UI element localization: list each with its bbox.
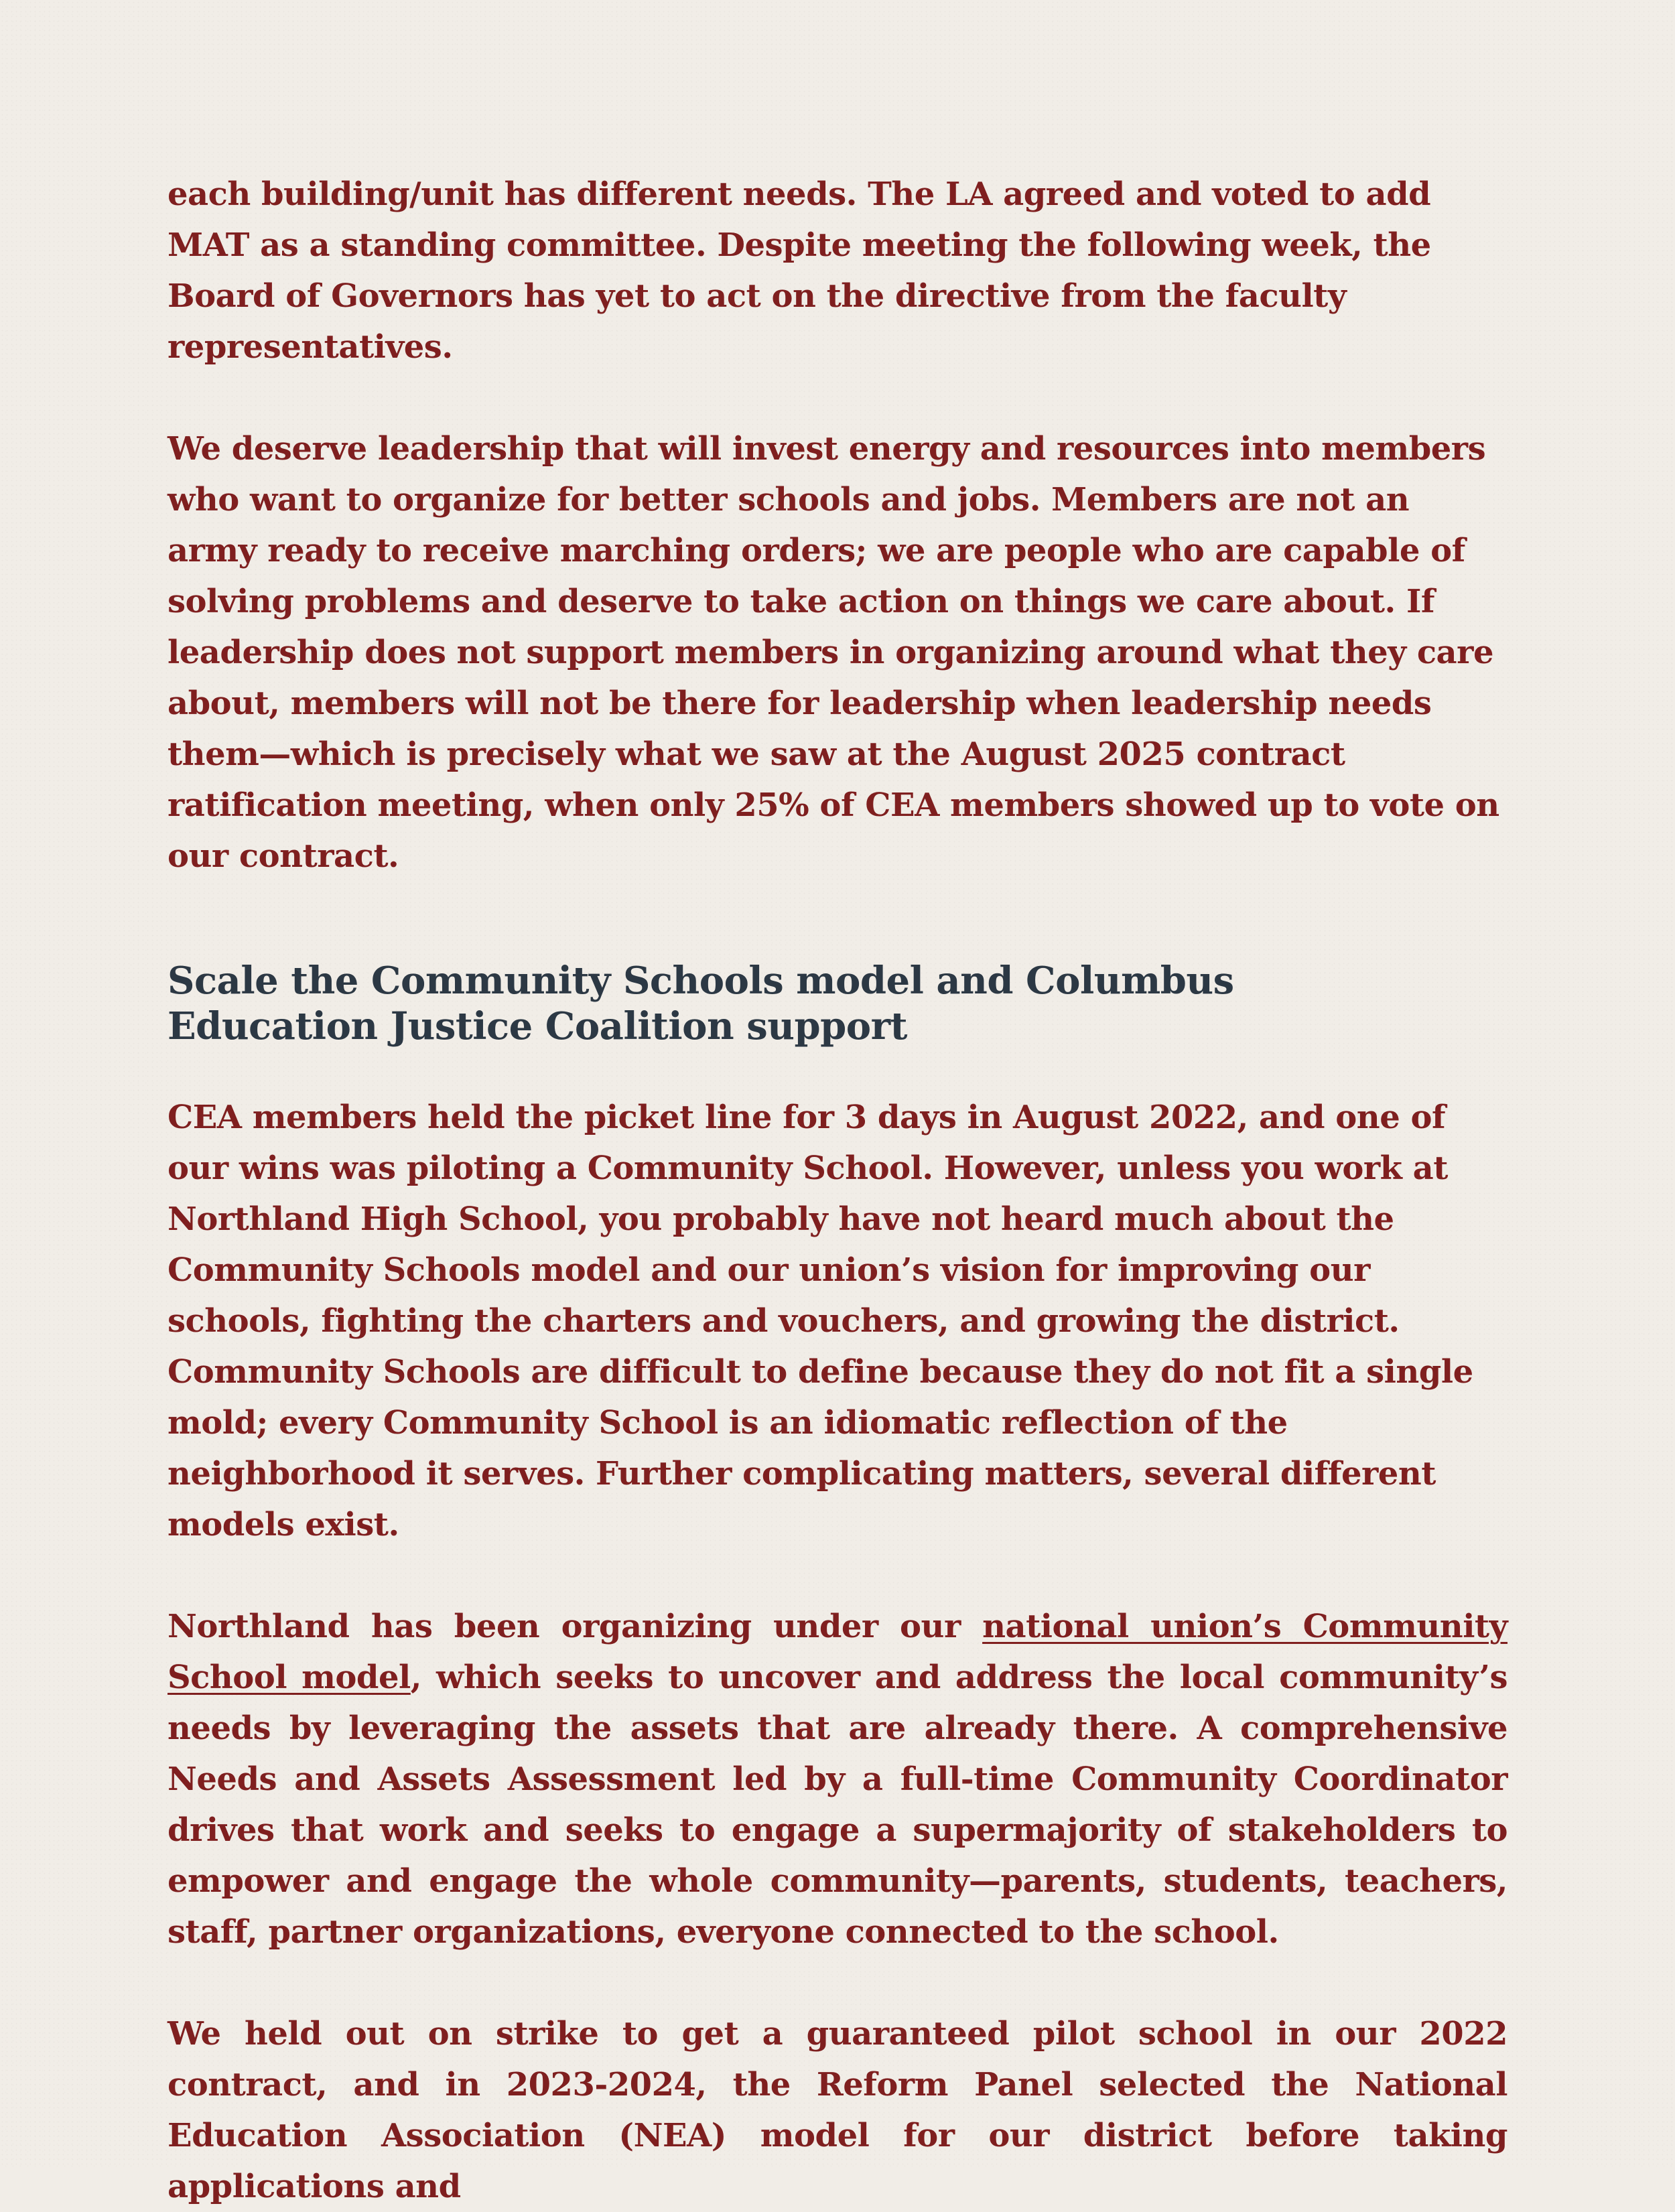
paragraph-mat-committee: each building/unit has different needs. The LA agreed and voted to add MAT as a standing committee. Despite meeting the following week, the Board of Governors has yet to act on the directive from the faculty representatives. (168, 176, 1431, 366)
page-content (168, 169, 1508, 2212)
community-school-model-link[interactable]: national union’s Community School model (168, 1608, 1508, 1696)
section-heading-line-2: Education Justice Coalition support (168, 1004, 907, 1048)
paragraph-strike-pilot: We held out on strike to get a guaranteed pilot school in our 2022 contract, and in 2023-2024, the Reform Panel selected the National Education Association (NEA) model for our district before taking applications and (168, 2015, 1508, 2205)
paragraph-northland-body: , which seeks to uncover and address the local community’s needs by leveraging the assets that are already there. A comprehensive Needs and Assets Assessment led by a full-time Community Coordinator drives that work and seeks to engage a supermajority of stakeholders to empower and engage the whole community—parents, students, teachers, staff, partner organizations, everyone connected to the school. (168, 1659, 1508, 1951)
section-heading (168, 958, 1508, 1049)
section-heading-line-1: Scale the Community Schools model and Columbus (168, 959, 1234, 1003)
paragraph-picket-line: CEA members held the picket line for 3 days in August 2022, and one of our wins was piloting a Community School. However, unless you work at Northland High School, you probably have not heard much about the Community Schools model and our union’s vision for improving our schools, fighting the charters and vouchers, and growing the district. Community Schools are difficult to define because they do not fit a single mold; every Community School is an idiomatic reflection of the neighborhood it serves. Further complicating matters, several different models exist. (168, 1099, 1473, 1543)
paragraph-northland-intro: Northland has been organizing under our (168, 1608, 983, 1645)
paragraph-leadership: We deserve leadership that will invest energy and resources into members who want to organize for better schools and jobs. Members are not an army ready to receive marching orders; we are people who are capable of solving problems and deserve to take action on things we care about. If leadership does not support members in organizing around what they care about, members will not be there for leadership when leadership needs them—which is precisely what we saw at the August 2025 contract ratification meeting, when only 25% of CEA members showed up to vote on our contract. (168, 430, 1499, 875)
paragraph-northland (168, 1601, 1508, 1957)
